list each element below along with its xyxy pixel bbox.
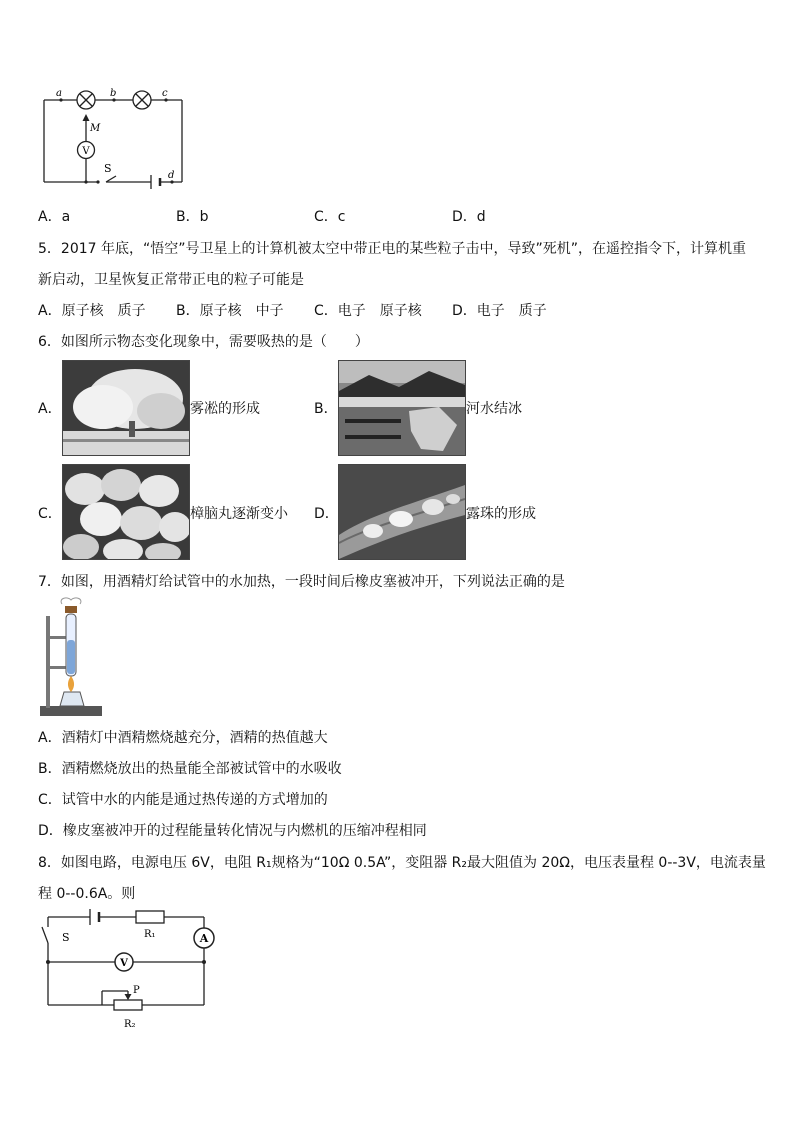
q5-option-a[interactable]: A．原子核 质子 xyxy=(38,303,146,319)
q6-stem: 6．如图所示物态变化现象中，需要吸热的是（ ） xyxy=(38,334,369,350)
q5-option-d[interactable]: D．电子 质子 xyxy=(452,303,547,319)
q6-option-a-caption: 雾凇的形成 xyxy=(190,401,260,417)
q8-label-S: S xyxy=(62,931,70,944)
q6-photo-dewdrops xyxy=(338,464,466,560)
q6-option-d-letter[interactable]: D． xyxy=(314,506,339,522)
q4-lamp-1 xyxy=(77,91,95,109)
q4-probe-arrow xyxy=(83,114,90,121)
q8-slider-arrow xyxy=(125,994,132,1000)
q6-option-c-letter[interactable]: C． xyxy=(38,506,62,522)
q6-photo-rime xyxy=(62,360,190,456)
q8-resistor-r1 xyxy=(136,911,164,923)
q5-option-b[interactable]: B．原子核 中子 xyxy=(176,303,284,319)
q4-label-M: M xyxy=(90,123,101,134)
q4-lamp-2 xyxy=(133,91,151,109)
q4-label-a: a xyxy=(56,88,62,99)
q4-label-b: b xyxy=(110,88,117,99)
q7-option-c[interactable]: C．试管中水的内能是通过热传递的方式增加的 xyxy=(38,792,328,808)
q8-stem-line1: 8．如图电路，电源电压 6V，电阻 R₁规格为“10Ω 0.5A”，变阻器 R₂最大阻值为 20Ω，电压表量程 0--3V，电流表量 xyxy=(38,855,766,871)
q8-label-V: V xyxy=(120,958,128,969)
q7-option-a[interactable]: A．酒精灯中酒精燃烧越充分，酒精的热值越大 xyxy=(38,730,328,746)
q6-option-b-caption: 河水结冰 xyxy=(466,401,522,417)
q6-photo-frozen-river xyxy=(338,360,466,456)
q4-label-c: c xyxy=(162,88,168,99)
q8-label-R2: R₂ xyxy=(124,1019,136,1030)
q8-label-R1: R₁ xyxy=(144,929,156,940)
q8-label-A: A xyxy=(199,932,209,945)
q4-circuit-diagram xyxy=(36,84,196,190)
q7-option-b[interactable]: B．酒精燃烧放出的热量能全部被试管中的水吸收 xyxy=(38,761,342,777)
q8-stem-line2: 程 0--0.6A。则 xyxy=(38,886,136,902)
q4-label-d: d xyxy=(168,170,175,181)
q6-photo-mothballs xyxy=(62,464,190,560)
q8-rheostat-r2 xyxy=(114,1000,142,1010)
q8-label-P: P xyxy=(133,985,140,996)
q5-stem-line1: 5．2017 年底，“悟空”号卫星上的计算机被太空中带正电的某些粒子击中，导致”死机”，在遥控指令下，计算机重 xyxy=(38,241,746,257)
q4-label-S: S xyxy=(104,162,112,175)
q6-option-a-letter[interactable]: A． xyxy=(38,401,62,417)
q4-label-V: V xyxy=(82,146,90,157)
q6-option-c-caption: 樟脑丸逐渐变小 xyxy=(190,506,288,522)
q6-option-d-caption: 露珠的形成 xyxy=(466,506,536,522)
q4-option-c[interactable]: C．c xyxy=(314,209,346,225)
q8-circuit-diagram xyxy=(36,905,226,1031)
q6-option-b-letter[interactable]: B． xyxy=(314,401,338,417)
q7-heating-apparatus xyxy=(38,596,106,720)
q7-option-d[interactable]: D．橡皮塞被冲开的过程能量转化情况与内燃机的压缩冲程相同 xyxy=(38,823,427,839)
q4-option-d[interactable]: D．d xyxy=(452,209,486,225)
q7-stem: 7．如图，用酒精灯给试管中的水加热，一段时间后橡皮塞被冲开，下列说法正确的是 xyxy=(38,574,565,590)
q5-stem-line2: 新启动，卫星恢复正常带正电的粒子可能是 xyxy=(38,272,304,288)
q4-option-a[interactable]: A．a xyxy=(38,209,71,225)
q4-option-b[interactable]: B．b xyxy=(176,209,209,225)
q5-option-c[interactable]: C．电子 原子核 xyxy=(314,303,422,319)
